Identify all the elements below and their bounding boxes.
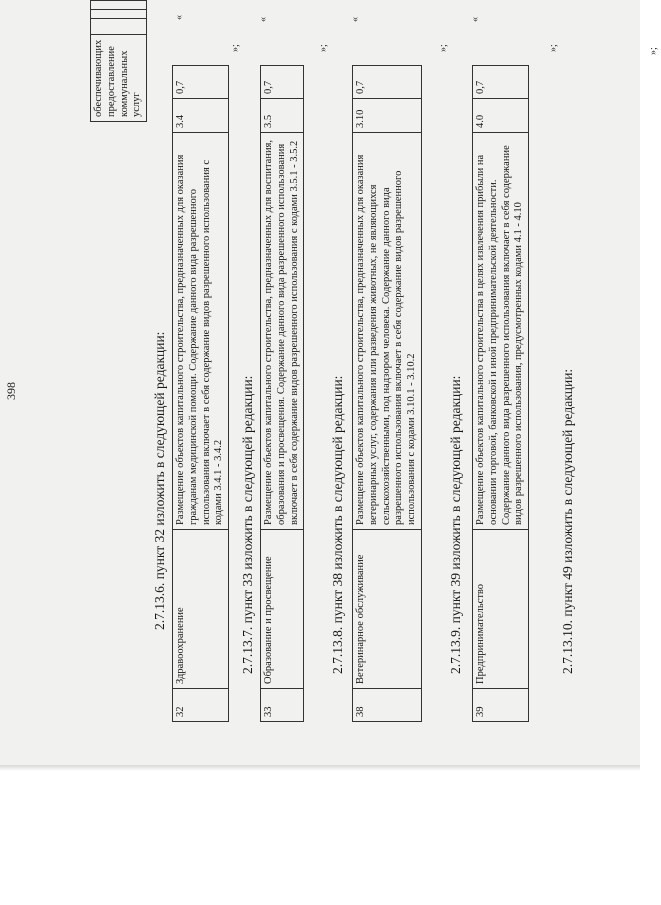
close-quote-mark: »; — [318, 44, 329, 52]
scan-bottom-edge — [0, 765, 640, 771]
row-number: 33 — [261, 689, 304, 722]
row-description: Размещение объектов капитального строительства, предназначенных для воспитания, образования и просвещения. Содержание данного вида разрешенного использования включает в себя содержание видов разрешенного использования с кодами 3.5.1 - 3.5.2 — [261, 133, 304, 530]
table-row-33 — [260, 65, 304, 722]
table-row — [91, 1, 147, 122]
table-row-39 — [472, 65, 529, 722]
section-heading-39: 2.7.13.9. пункт 39 изложить в следующей редакции: — [448, 375, 463, 674]
open-quote-mark: « — [174, 15, 185, 20]
row-name: Предпринимательство — [473, 530, 529, 689]
row-name: Здравоохранение — [173, 530, 229, 689]
section-heading-38: 2.7.13.8. пункт 38 изложить в следующей редакции: — [330, 375, 345, 674]
row-number: 32 — [173, 689, 229, 722]
row-number: 39 — [473, 689, 529, 722]
row-coefficient: 0,7 — [353, 66, 422, 99]
row-coefficient: 0,7 — [261, 66, 304, 99]
table-top-fragment — [90, 0, 147, 122]
row-description: Размещение объектов капитального строительства в целях извлечения прибыли на основании торговой, банковской и иной предпринимательской деятельности. Содержание данного вида разрешенного использования включает в себя содержание видов разрешенного использования, предусмотренных кодами 4.1 - 4.10 — [473, 133, 529, 530]
row-code: 4.0 — [473, 99, 529, 133]
page-number: 398 — [4, 382, 18, 400]
open-quote-mark: « — [350, 17, 361, 22]
close-quote-mark: »; — [230, 44, 241, 52]
row-val-cell — [91, 1, 147, 10]
table-row — [353, 66, 422, 722]
row-name-cell: обеспечивающих предоставление коммунальных услуг — [91, 35, 147, 122]
open-quote-mark: « — [470, 17, 481, 22]
close-quote-mark: »; — [548, 44, 559, 52]
section-heading-33: 2.7.13.7. пункт 33 изложить в следующей редакции: — [240, 375, 255, 674]
row-code: 3.10 — [353, 99, 422, 133]
table-row-38 — [352, 65, 422, 722]
row-coefficient: 0,7 — [173, 66, 229, 99]
section-heading-49: 2.7.13.10. пункт 49 изложить в следующей редакции: — [560, 368, 575, 674]
table-row — [173, 66, 229, 722]
close-quote-mark: »; — [438, 44, 449, 52]
row-description: Размещение объектов капитального строительства, предназначенных для оказания ветеринарных услуг, содержания или разведения животных, не являющихся сельскохозяйственными, под надзором человека. Содержание данного вида разрешенного использования включает в себя содержание видов разрешенного использования с кодами 3.10.1 - 3.10.2 — [353, 133, 422, 530]
row-code: 3.5 — [261, 99, 304, 133]
table-row-32 — [172, 65, 229, 722]
row-desc-cell — [91, 19, 147, 35]
row-name: Образование и просвещение — [261, 530, 304, 689]
row-code: 3.4 — [173, 99, 229, 133]
row-description: Размещение объектов капитального строительства, предназначенных для оказания гражданам медицинской помощи. Содержание данного вида разрешенного использования включает в себя содержание видов разрешенного использования с кодами 3.4.1 - 3.4.2 — [173, 133, 229, 530]
row-coefficient: 0,7 — [473, 66, 529, 99]
table-row — [473, 66, 529, 722]
open-quote-mark: « — [258, 17, 269, 22]
close-quote-mark: »; — [648, 47, 659, 55]
row-code-cell — [91, 10, 147, 19]
section-heading-32: 2.7.13.6. пункт 32 изложить в следующей редакции: — [152, 331, 167, 630]
row-name: Ветеринарное обслуживание — [353, 530, 422, 689]
row-number: 38 — [353, 689, 422, 722]
table-row — [261, 66, 304, 722]
